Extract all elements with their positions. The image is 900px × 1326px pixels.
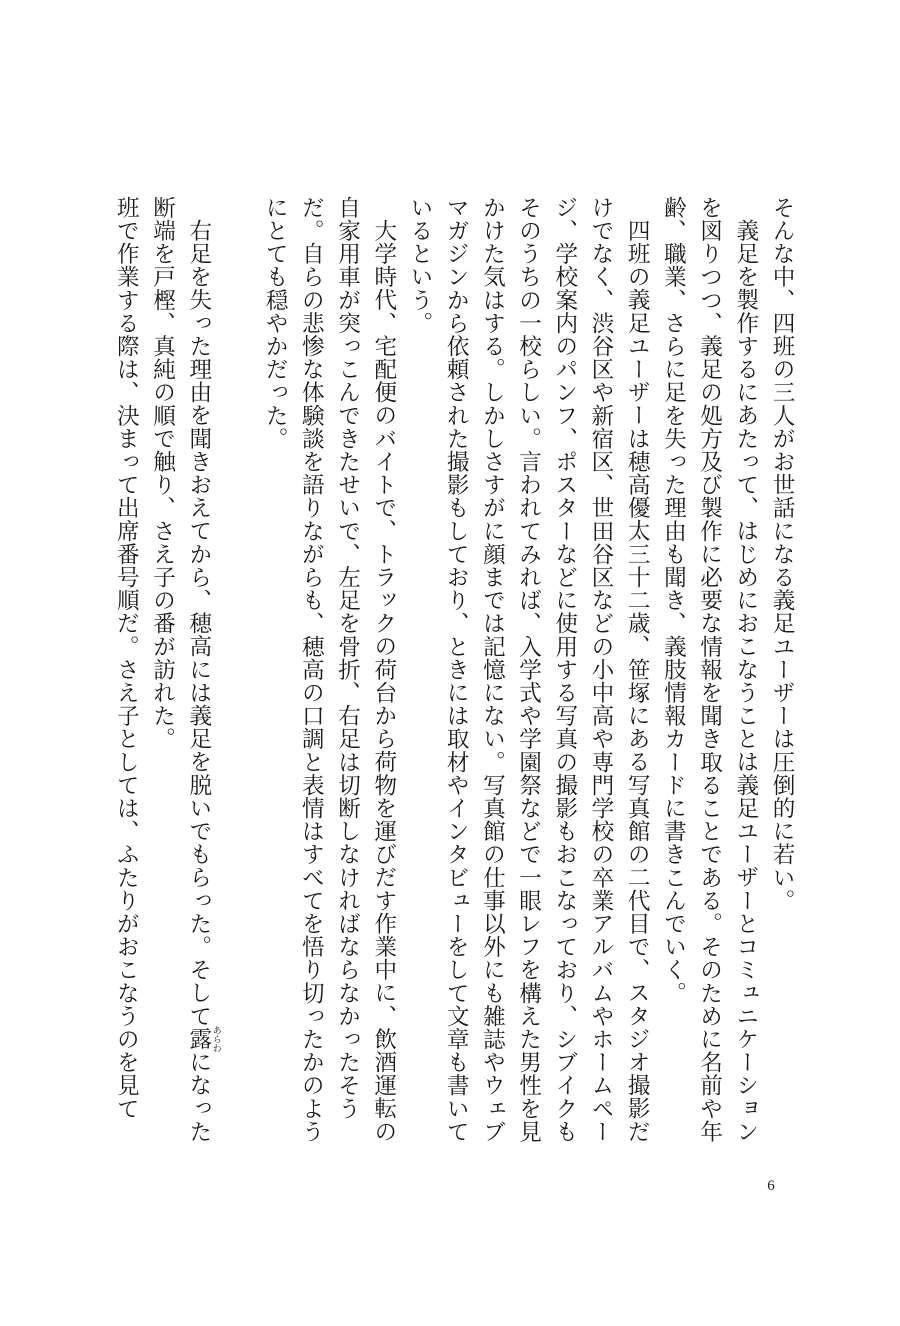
ruby-annotation <box>185 1025 221 1053</box>
paragraph-5-text-after: になった断端を戸樫、真純の順で触り、さえ子の番が訪れた。 <box>149 196 212 1143</box>
paragraph-5-text-before: 右足を失った理由を聞きおえてから、穂高には義足を脱いでもらった。そして <box>185 218 212 1028</box>
paragraph-4: 大学時代、宅配便のバイトで、トラックの荷台から荷物を運びだす作業中に、飲酒運転の自家用車が突っこんできたせいで、左足を骨折、右足は切断しなければならなかったそうだ。自らの悲惨な体験談を語りながらも、穂高の口調と表情はすべてを悟り切ったかのようにとても穏やかだった。 <box>262 196 397 1144</box>
ruby-reading: あらわ <box>210 1025 221 1053</box>
page-number: 6 <box>767 1178 775 1194</box>
vertical-text-body <box>80 196 800 1156</box>
paragraph-3: 四班の義足ユーザーは穂高優太三十二歳、笹塚にある写真館の二代目で、スタジオ撮影だけでなく、渋谷区や新宿区、世田谷区などの小中高や専門学校の卒業アルバムやホームページ、学校案内のパンフ、ポスターなどに使用する写真の撮影もおこなっており、シブイクもそのうちの一校らしい。言われてみれば、入学式や学園祭などで一眼レフを構えた男性を見かけた気はする。しかしさすがに顔までは記憶にない。写真館の仕事以外にも雑誌やウェブマガジンから依頼された撮影もしており、ときには取材やインタビューをして文章も書いているという。 <box>406 196 651 1144</box>
paragraph-1: そんな中、四班の三人がお世話になる義足ユーザーは圧倒的に若い。 <box>769 196 795 913</box>
scene-break <box>221 196 257 1156</box>
paragraph-6: 班で作業する際は、決まって出席番号順だ。さえ子としては、ふたりがおこなうのを見て <box>113 196 140 1120</box>
paragraph-5 <box>144 196 220 1156</box>
paragraph-2: 義足を製作するにあたって、はじめにおこなうことは義足ユーザーとコミュニケーションを図りつつ、義足の処方及び製作に必要な情報を聞き取ることである。そのために名前や年齢、職業、さらに足を失った理由も聞き、義肢情報カードに書きこんでいく。 <box>660 196 759 1144</box>
ruby-base: 露 <box>185 1025 212 1053</box>
